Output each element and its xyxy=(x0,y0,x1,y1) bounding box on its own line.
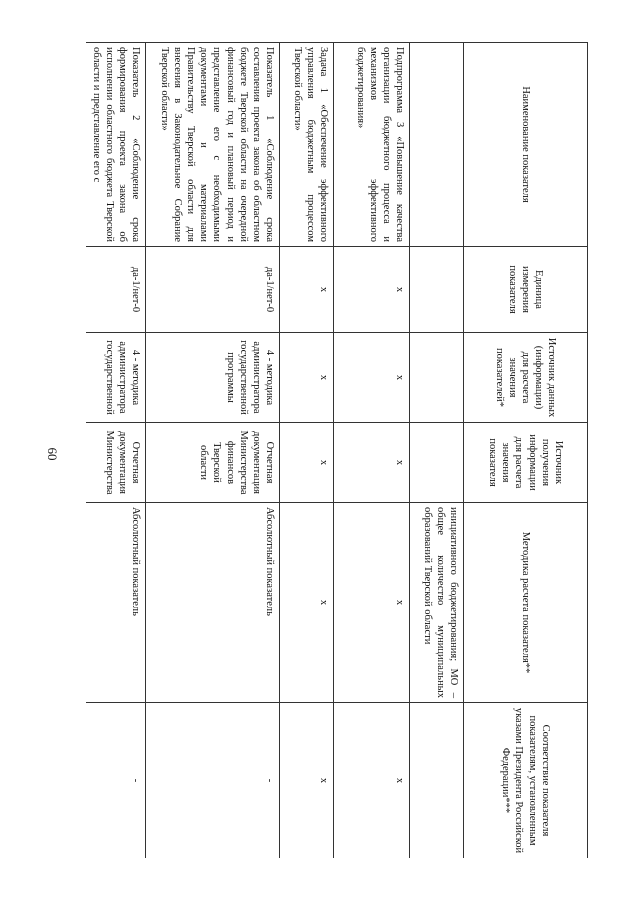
cell-compliance: - xyxy=(86,703,146,859)
table-row xyxy=(280,43,334,859)
cell-compliance: х xyxy=(334,703,410,859)
table-row xyxy=(334,43,410,859)
cell-method: Абсолютный показатель xyxy=(86,503,146,703)
cell-name: Показатель 1 «Соблюдение срока составления проекта закона об областном бюджете Тверской области на очередной финансовый год и плановый период и представление его с необходимыми документами и материалами Правительству Тверской области для внесения в Законодательное Собрание Тверской области» xyxy=(146,43,280,247)
page-number: 60 xyxy=(45,447,60,461)
cell-source-data: 4 - методика администратора государственной программы xyxy=(146,333,280,423)
cell-source-data: 4 - методика администратора государственной xyxy=(86,333,146,423)
cell-method: инициативного бюджетирования; MO – общее количество муниципальных образований Тверской области xyxy=(410,503,464,703)
table-row xyxy=(146,43,280,859)
header-source-info: Источник получения информации для расчета значения показателя xyxy=(464,423,588,503)
cell-source-info: х xyxy=(334,423,410,503)
table-row xyxy=(410,43,464,859)
cell-name xyxy=(410,43,464,247)
header-name: Наименование показателя xyxy=(464,43,588,247)
cell-unit: да-1/нет-0 xyxy=(146,247,280,333)
cell-source-data: х xyxy=(280,333,334,423)
cell-unit xyxy=(410,247,464,333)
cell-source-data xyxy=(410,333,464,423)
rotated-table-frame xyxy=(86,42,588,858)
cell-compliance: х xyxy=(280,703,334,859)
table-header-row xyxy=(464,43,588,859)
cell-method: Абсолютный показатель xyxy=(146,503,280,703)
cell-name: Показатель 2 «Соблюдение срока формирования проекта закона об исполнении областного бюджета Тверской области и представление его с xyxy=(86,43,146,247)
cell-source-info: Отчетная документация Министерства xyxy=(86,423,146,503)
indicators-table xyxy=(86,42,588,858)
cell-method: х xyxy=(334,503,410,703)
header-compliance: Соответствие показателя показателям, установленным указами Президента Российской Федерации*** xyxy=(464,703,588,859)
header-source-data: Источник данных (информации) для расчета значения показателей* xyxy=(464,333,588,423)
header-method: Методика расчета показателя** xyxy=(464,503,588,703)
rotated-table-content xyxy=(86,42,588,858)
cell-name: Подпрограмма 3 «Повышение качества организации бюджетного процесса и механизмов эффективного бюджетирования» xyxy=(334,43,410,247)
cell-compliance xyxy=(410,703,464,859)
cell-unit: х xyxy=(280,247,334,333)
table-row xyxy=(86,43,146,859)
cell-method: х xyxy=(280,503,334,703)
cell-unit: да-1/нет-0 xyxy=(86,247,146,333)
header-unit: Единица измерения показателя xyxy=(464,247,588,333)
cell-source-info: Отчетная документация Министерства финансов Тверской области xyxy=(146,423,280,503)
cell-source-info: х xyxy=(280,423,334,503)
cell-unit: х xyxy=(334,247,410,333)
cell-compliance: - xyxy=(146,703,280,859)
cell-source-info xyxy=(410,423,464,503)
cell-source-data: х xyxy=(334,333,410,423)
cell-name: Задача 1 «Обеспечение эффективного управления бюджетным процессом Тверской области» xyxy=(280,43,334,247)
